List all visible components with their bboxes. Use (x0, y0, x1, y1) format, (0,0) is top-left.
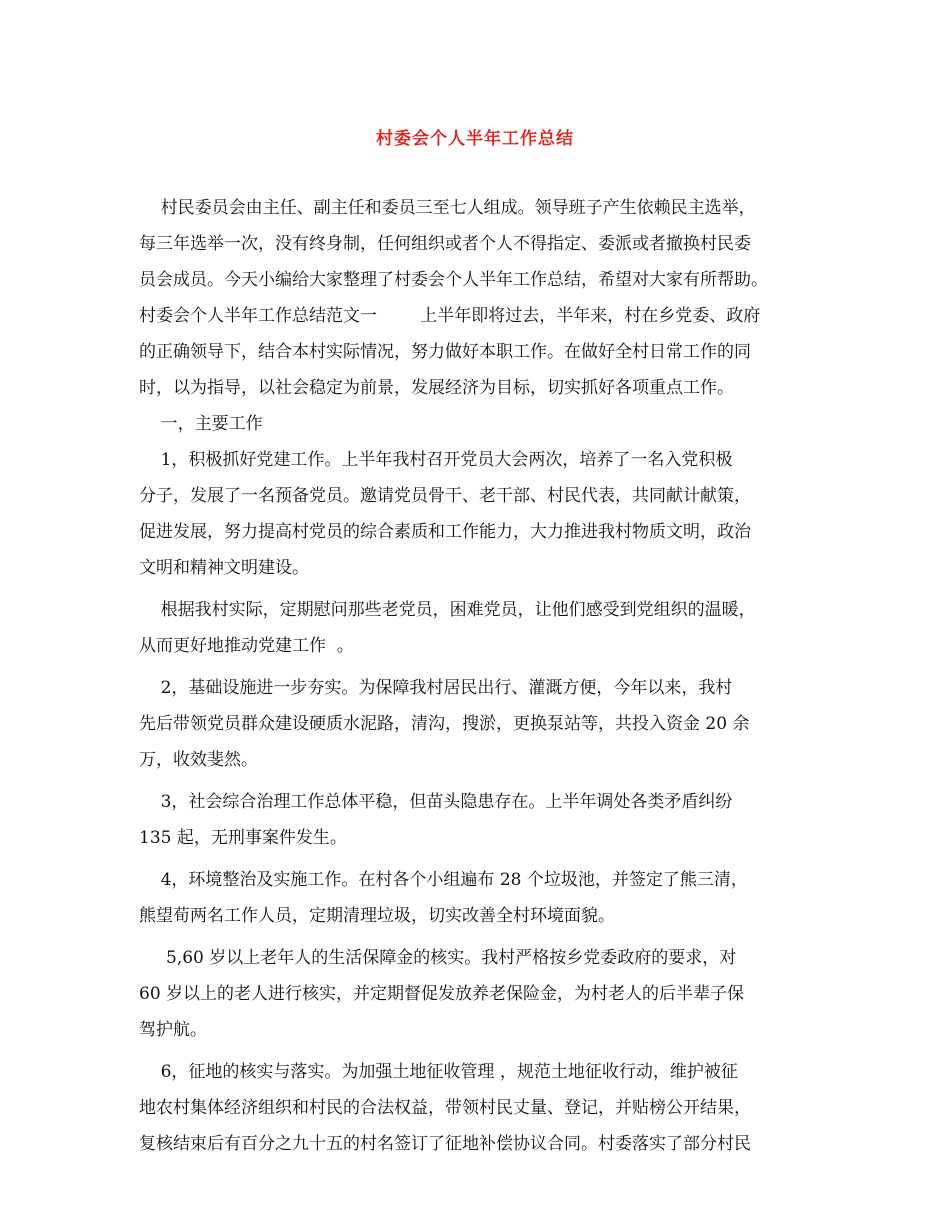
text-line: 6，征地的核实与落实。为加强土地征收管理 ，规范土地征收行动，维护被征 (139, 1062, 738, 1082)
text-line: 60 岁以上的老人进行核实，并定期督促发放养老保险金，为村老人的后半辈子保 (139, 984, 745, 1004)
text-line: 地农村集体经济组织和村民的合法权益，带领村民丈量、登记，并贴榜公开结果， (139, 1098, 751, 1118)
text-line: 每三年选举一次，没有终身制，任何组织或者个人不得指定、委派或者撤换村民委 (139, 234, 751, 254)
section-heading: 一，主要工作 (139, 414, 263, 434)
text-line: 根据我村实际，定期慰问那些老党员，困难党员，让他们感受到党组织的温暖， (139, 600, 756, 620)
text-line: 村民委员会由主任、副主任和委员三至七人组成。领导班子产生依赖民主选举， (139, 198, 756, 218)
text-line: 2，基础设施进一步夯实。为保障我村居民出行、灌溉方便，今年以来，我村 (139, 678, 733, 698)
text-line: 5,60 岁以上老年人的生活保障金的核实。我村严格按乡党委政府的要求，对 (139, 948, 737, 968)
text-line: 时，以为指导，以社会稳定为前景，发展经济为目标，切实抓好各项重点工作。 (139, 378, 734, 398)
text-line: 分子，发展了一名预备党员。邀请党员骨干、老干部、村民代表，共同献计献策， (139, 486, 751, 506)
text-line: 3，社会综合治理工作总体平稳，但苗头隐患存在。上半年调处各类矛盾纠纷 (139, 792, 733, 812)
text-line: 村委会个人半年工作总结范文一 上半年即将过去，半年来，村在乡党委、政府 (139, 306, 761, 326)
document-title: 村委会个人半年工作总结 (376, 129, 574, 149)
text-line: 先后带领党员群众建设硬质水泥路，清沟，搜淤，更换泵站等，共投入资金 20 余 (139, 714, 750, 734)
text-line: 万，收效斐然。 (139, 750, 258, 770)
text-line: 的正确领导下，结合本村实际情况，努力做好本职工作。在做好全村日常工作的同 (139, 342, 751, 362)
text-line: 复核结束后有百分之九十五的村名签订了征地补偿协议合同。村委落实了部分村民 (139, 1134, 751, 1154)
text-line: 驾护航。 (139, 1020, 207, 1040)
text-line: 1，积极抓好党建工作。上半年我村召开党员大会两次，培养了一名入党积极 (139, 450, 733, 470)
text-line: 135 起，无刑事案件发生。 (139, 828, 347, 848)
text-line: 促进发展，努力提高村党员的综合素质和工作能力，大力推进我村物质文明，政治 (139, 522, 751, 542)
text-line: 熊望荀两名工作人员，定期清理垃圾，切实改善全村环境面貌。 (139, 906, 615, 926)
text-line: 文明和精神文明建设。 (139, 558, 309, 578)
text-line: 员会成员。今天小编给大家整理了村委会个人半年工作总结，希望对大家有所帮助。 (139, 270, 768, 290)
document-body (139, 190, 827, 1162)
text-line: 4，环境整治及实施工作。在村各个小组遍布 28 个垃圾池，并签定了熊三清， (139, 870, 748, 890)
text-line: 从而更好地推动党建工作 。 (139, 636, 354, 656)
